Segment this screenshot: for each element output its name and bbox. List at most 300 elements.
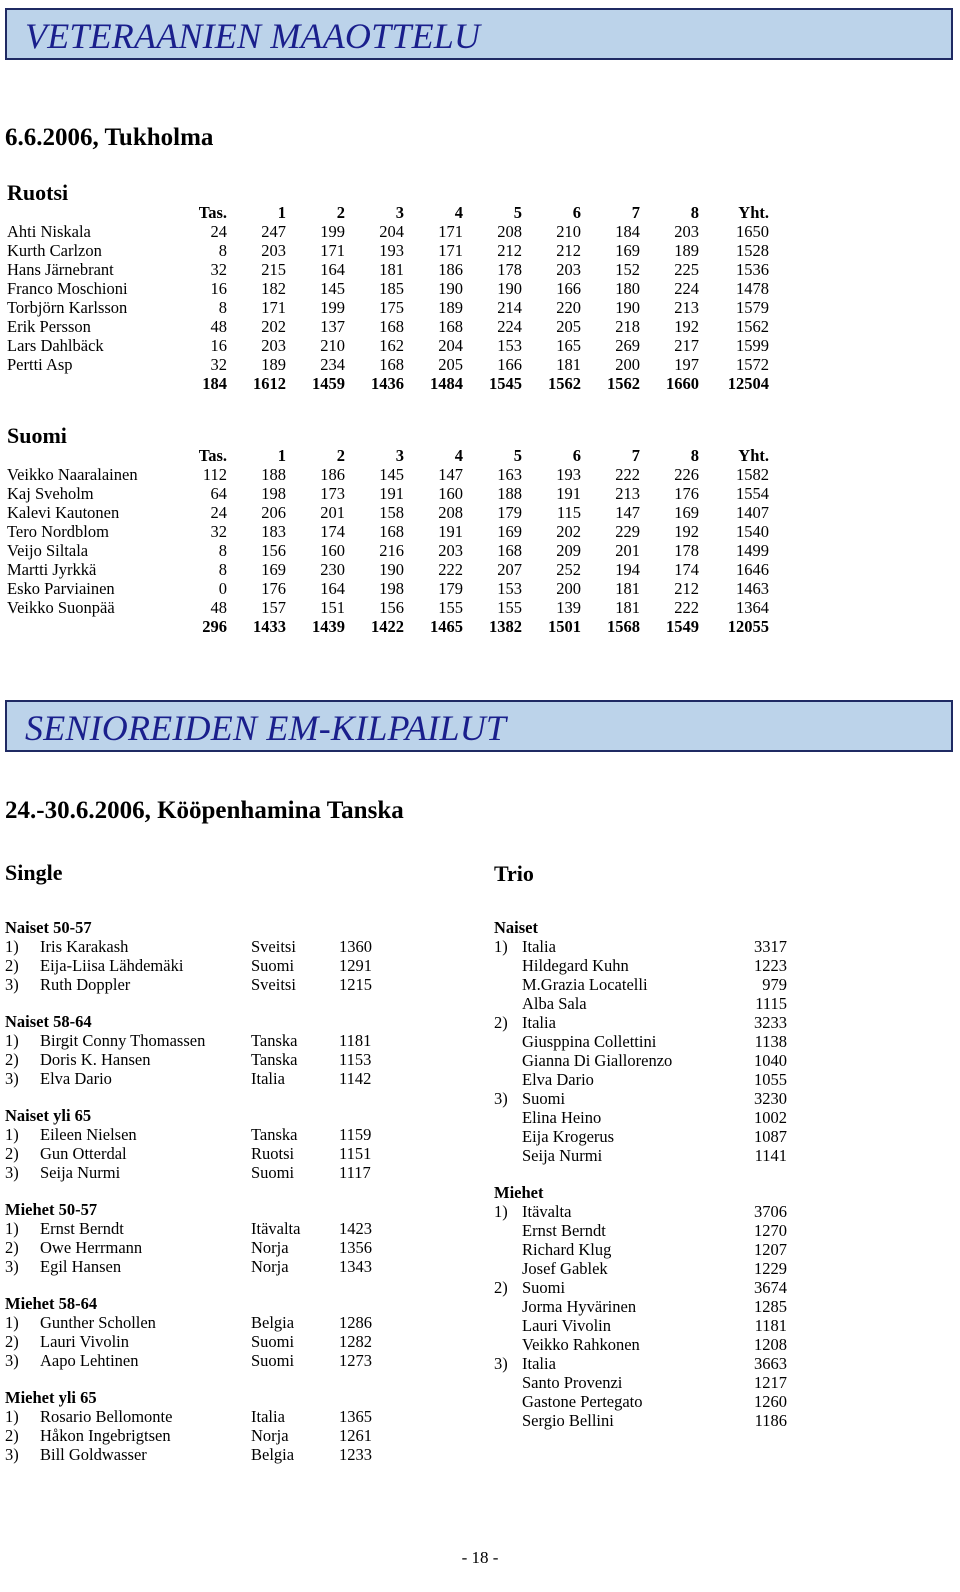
country: Sveitsi bbox=[251, 975, 296, 994]
member-row bbox=[494, 1127, 787, 1146]
score-cell: 162 bbox=[379, 336, 404, 355]
result-row bbox=[5, 1351, 425, 1370]
scores-table-suomi bbox=[7, 446, 769, 636]
score-cell: 184 bbox=[615, 222, 640, 241]
placing: 2) bbox=[5, 956, 19, 975]
player-name: Egil Hansen bbox=[40, 1257, 122, 1276]
score-cell: 217 bbox=[674, 336, 699, 355]
score-cell: 224 bbox=[674, 279, 699, 298]
team-name: Suomi bbox=[522, 1089, 566, 1108]
player-name: Martti Jyrkkä bbox=[7, 560, 97, 579]
placing: 1) bbox=[494, 937, 508, 956]
score-cell: 269 bbox=[615, 336, 640, 355]
total-cell: 1433 bbox=[253, 617, 286, 636]
player-name: Owe Herrmann bbox=[40, 1238, 143, 1257]
placing: 2) bbox=[494, 1278, 508, 1297]
total-cell: 1562 bbox=[548, 374, 581, 393]
player-name: Veikko Rahkonen bbox=[522, 1335, 640, 1354]
event-heading: 6.6.2006, Tukholma bbox=[5, 124, 214, 151]
score: 1270 bbox=[754, 1221, 787, 1240]
player-name: M.Grazia Locatelli bbox=[522, 975, 648, 994]
score-cell: 178 bbox=[674, 541, 699, 560]
name-header-cell bbox=[7, 203, 177, 222]
score-cell: 202 bbox=[261, 317, 286, 336]
player-row bbox=[7, 355, 769, 374]
score-cell: 163 bbox=[497, 465, 522, 484]
header-cell: 4 bbox=[454, 446, 463, 465]
member-row bbox=[494, 1392, 787, 1411]
banner-title: SENIOREIDEN EM-KILPAILUT bbox=[25, 708, 507, 748]
score-cell: 229 bbox=[615, 522, 640, 541]
score-cell: 168 bbox=[379, 522, 404, 541]
country: Tanska bbox=[251, 1050, 298, 1069]
result-row bbox=[5, 1125, 425, 1144]
score-cell: 216 bbox=[379, 541, 404, 560]
placing: 1) bbox=[5, 1407, 19, 1426]
team-title-ruotsi: Ruotsi bbox=[7, 180, 69, 205]
member-row bbox=[494, 1221, 787, 1240]
team-total: 3706 bbox=[754, 1202, 787, 1221]
score-cell: 200 bbox=[615, 355, 640, 374]
score-cell: 171 bbox=[320, 241, 345, 260]
score-cell: 174 bbox=[674, 560, 699, 579]
member-row bbox=[494, 1240, 787, 1259]
total-cell: 1660 bbox=[666, 374, 699, 393]
score-cell: 191 bbox=[438, 522, 463, 541]
team-name: Italia bbox=[522, 1354, 556, 1373]
score-cell: 247 bbox=[261, 222, 286, 241]
score-cell: 1646 bbox=[736, 560, 769, 579]
total-cell: 1465 bbox=[430, 617, 463, 636]
country: Suomi bbox=[251, 1163, 295, 1182]
player-name: Gianna Di Giallorenzo bbox=[522, 1051, 673, 1070]
player-name: Veijo Siltala bbox=[7, 541, 89, 560]
score-cell: 225 bbox=[674, 260, 699, 279]
score-cell: 160 bbox=[438, 484, 463, 503]
spacer bbox=[5, 1276, 425, 1294]
score-cell: 189 bbox=[261, 355, 286, 374]
score-cell: 191 bbox=[379, 484, 404, 503]
category-title: Miehet 58-64 bbox=[5, 1294, 98, 1313]
team-name: Italia bbox=[522, 1013, 556, 1032]
player-name: Kurth Carlzon bbox=[7, 241, 102, 260]
placing: 2) bbox=[5, 1050, 19, 1069]
result-row bbox=[5, 1238, 425, 1257]
placing: 2) bbox=[5, 1332, 19, 1351]
player-name: Lauri Vivolin bbox=[522, 1316, 611, 1335]
score-cell: 190 bbox=[497, 279, 522, 298]
score: 1142 bbox=[339, 1069, 372, 1088]
score: 1273 bbox=[339, 1351, 372, 1370]
player-name: Ahti Niskala bbox=[7, 222, 91, 241]
score-cell: 234 bbox=[320, 355, 345, 374]
score: 1286 bbox=[339, 1313, 372, 1332]
score-cell: 1562 bbox=[736, 317, 769, 336]
placing: 2) bbox=[5, 1238, 19, 1257]
country: Sveitsi bbox=[251, 937, 296, 956]
total-cell: 1501 bbox=[548, 617, 581, 636]
score-cell: 204 bbox=[438, 336, 463, 355]
totals-row bbox=[7, 374, 769, 393]
score-cell: 192 bbox=[674, 317, 699, 336]
header-row bbox=[7, 446, 769, 465]
team-name: Itävalta bbox=[522, 1202, 572, 1221]
score-cell: 208 bbox=[438, 503, 463, 522]
score: 1087 bbox=[754, 1127, 787, 1146]
banner-title: VETERAANIEN MAAOTTELU bbox=[25, 16, 481, 56]
score-cell: 207 bbox=[497, 560, 522, 579]
score-cell: 156 bbox=[261, 541, 286, 560]
score-cell: 16 bbox=[210, 336, 227, 355]
player-name: Elina Heino bbox=[522, 1108, 602, 1127]
player-name: Gun Otterdal bbox=[40, 1144, 127, 1163]
score: 1285 bbox=[754, 1297, 787, 1316]
score-cell: 1499 bbox=[736, 541, 769, 560]
country: Ruotsi bbox=[251, 1144, 295, 1163]
score-cell: 145 bbox=[379, 465, 404, 484]
member-row bbox=[494, 1297, 787, 1316]
team-row bbox=[494, 1013, 787, 1032]
team-name: Italia bbox=[522, 937, 556, 956]
score-cell: 183 bbox=[261, 522, 286, 541]
player-name: Aapo Lehtinen bbox=[40, 1351, 139, 1370]
score-cell: 186 bbox=[320, 465, 345, 484]
score-cell: 230 bbox=[320, 560, 345, 579]
player-name: Veikko Naaralainen bbox=[7, 465, 138, 484]
placing: 1) bbox=[494, 1202, 508, 1221]
score-cell: 158 bbox=[379, 503, 404, 522]
score: 1207 bbox=[754, 1240, 787, 1259]
score: 1115 bbox=[755, 994, 787, 1013]
score-cell: 204 bbox=[379, 222, 404, 241]
player-name: Birgit Conny Thomassen bbox=[40, 1031, 206, 1050]
team-row bbox=[494, 1278, 787, 1297]
score-cell: 203 bbox=[438, 541, 463, 560]
score: 1260 bbox=[754, 1392, 787, 1411]
score-cell: 152 bbox=[615, 260, 640, 279]
score: 1040 bbox=[754, 1051, 787, 1070]
placing: 2) bbox=[5, 1426, 19, 1445]
country: Tanska bbox=[251, 1031, 298, 1050]
score-cell: 166 bbox=[497, 355, 522, 374]
member-row bbox=[494, 1373, 787, 1392]
result-row bbox=[5, 1332, 425, 1351]
score-cell: 173 bbox=[320, 484, 345, 503]
score: 1423 bbox=[339, 1219, 372, 1238]
score-cell: 214 bbox=[497, 298, 522, 317]
score-cell: 24 bbox=[210, 503, 227, 522]
placing: 3) bbox=[494, 1089, 508, 1108]
score: 1208 bbox=[754, 1335, 787, 1354]
score-cell: 171 bbox=[438, 241, 463, 260]
totals-row bbox=[7, 617, 769, 636]
header-row bbox=[7, 203, 769, 222]
score-cell: 179 bbox=[438, 579, 463, 598]
score-cell: 189 bbox=[674, 241, 699, 260]
score-cell: 199 bbox=[320, 298, 345, 317]
total-cell: 1562 bbox=[607, 374, 640, 393]
header-cell: Yht. bbox=[738, 203, 769, 222]
score-cell: 164 bbox=[320, 260, 345, 279]
player-name: Iris Karakash bbox=[40, 937, 129, 956]
score: 1181 bbox=[339, 1031, 372, 1050]
header-cell: Yht. bbox=[738, 446, 769, 465]
score-cell: 215 bbox=[261, 260, 286, 279]
total-cell: 12055 bbox=[727, 617, 769, 636]
player-row bbox=[7, 484, 769, 503]
result-row bbox=[5, 1219, 425, 1238]
team-row bbox=[494, 1202, 787, 1221]
score: 1360 bbox=[339, 937, 372, 956]
score-cell: 205 bbox=[556, 317, 581, 336]
player-name: Hans Järnebrant bbox=[7, 260, 114, 279]
score-cell: 220 bbox=[556, 298, 581, 317]
result-row bbox=[5, 1407, 425, 1426]
spacer bbox=[494, 1165, 787, 1183]
header-cell: 2 bbox=[336, 446, 345, 465]
team-row bbox=[494, 1089, 787, 1108]
total-cell: 1545 bbox=[489, 374, 522, 393]
country: Norja bbox=[251, 1257, 289, 1276]
score-cell: 198 bbox=[261, 484, 286, 503]
score: 1141 bbox=[754, 1146, 787, 1165]
score-cell: 1528 bbox=[736, 241, 769, 260]
placing: 3) bbox=[5, 975, 19, 994]
score-cell: 188 bbox=[497, 484, 522, 503]
header-cell: 8 bbox=[690, 446, 699, 465]
score-cell: 32 bbox=[210, 522, 227, 541]
player-name: Erik Persson bbox=[7, 317, 91, 336]
result-row bbox=[5, 1069, 425, 1088]
event-heading: 24.-30.6.2006, Kööpenhamina Tanska bbox=[5, 797, 404, 824]
score-cell: 252 bbox=[556, 560, 581, 579]
header-cell: 1 bbox=[277, 446, 286, 465]
total-cell: 1549 bbox=[666, 617, 699, 636]
result-row bbox=[5, 1313, 425, 1332]
score-cell: 169 bbox=[674, 503, 699, 522]
score-cell: 192 bbox=[674, 522, 699, 541]
result-row bbox=[5, 1257, 425, 1276]
category-title: Naiset 58-64 bbox=[5, 1012, 92, 1031]
player-row bbox=[7, 298, 769, 317]
score-cell: 155 bbox=[497, 598, 522, 617]
category-title: Naiset yli 65 bbox=[5, 1106, 92, 1125]
header-cell: 3 bbox=[395, 203, 404, 222]
score-cell: 168 bbox=[497, 541, 522, 560]
placing: 3) bbox=[5, 1445, 19, 1464]
score-cell: 1572 bbox=[736, 355, 769, 374]
score-cell: 212 bbox=[497, 241, 522, 260]
player-name: Håkon Ingebrigtsen bbox=[40, 1426, 171, 1445]
player-name: Gunther Schollen bbox=[40, 1313, 156, 1332]
score: 979 bbox=[762, 975, 787, 994]
header-cell: 7 bbox=[631, 203, 640, 222]
score-cell: 1554 bbox=[736, 484, 769, 503]
player-row bbox=[7, 336, 769, 355]
player-name: Elva Dario bbox=[40, 1069, 112, 1088]
score: 1055 bbox=[754, 1070, 787, 1089]
placing: 3) bbox=[5, 1163, 19, 1182]
header-cell: Tas. bbox=[198, 446, 227, 465]
total-cell: 1612 bbox=[253, 374, 286, 393]
score-cell: 1599 bbox=[736, 336, 769, 355]
score-cell: 24 bbox=[210, 222, 227, 241]
score-cell: 48 bbox=[210, 317, 227, 336]
score-cell: 178 bbox=[497, 260, 522, 279]
category-title: Miehet bbox=[494, 1183, 544, 1202]
placing: 3) bbox=[5, 1257, 19, 1276]
category-title: Naiset 50-57 bbox=[5, 918, 92, 937]
name-header-cell bbox=[7, 446, 177, 465]
player-name: Eija-Liisa Lähdemäki bbox=[40, 956, 184, 975]
score-cell: 203 bbox=[674, 222, 699, 241]
player-row bbox=[7, 279, 769, 298]
score-cell: 1540 bbox=[736, 522, 769, 541]
score-cell: 160 bbox=[320, 541, 345, 560]
score-cell: 193 bbox=[556, 465, 581, 484]
score-cell: 147 bbox=[438, 465, 463, 484]
page-number: - 18 - bbox=[461, 1548, 499, 1567]
player-name: Kaj Sveholm bbox=[7, 484, 94, 503]
player-row bbox=[7, 222, 769, 241]
score-cell: 156 bbox=[379, 598, 404, 617]
score-cell: 198 bbox=[379, 579, 404, 598]
score-cell: 1536 bbox=[736, 260, 769, 279]
score: 1365 bbox=[339, 1407, 372, 1426]
player-name: Veikko Suonpää bbox=[7, 598, 115, 617]
team-title-suomi: Suomi bbox=[7, 423, 67, 448]
score-cell: 64 bbox=[210, 484, 227, 503]
score-cell: 194 bbox=[615, 560, 640, 579]
single-title: Single bbox=[5, 860, 63, 885]
member-row bbox=[494, 1259, 787, 1278]
title-banner bbox=[5, 700, 953, 752]
member-row bbox=[494, 956, 787, 975]
player-name: Lauri Vivolin bbox=[40, 1332, 129, 1351]
score-cell: 1463 bbox=[736, 579, 769, 598]
score-cell: 190 bbox=[379, 560, 404, 579]
score-cell: 8 bbox=[218, 560, 227, 579]
total-cell: 1422 bbox=[371, 617, 404, 636]
placing: 1) bbox=[5, 1313, 19, 1332]
player-row bbox=[7, 465, 769, 484]
player-row bbox=[7, 541, 769, 560]
player-name: Sergio Bellini bbox=[522, 1411, 614, 1430]
player-row bbox=[7, 598, 769, 617]
score-cell: 0 bbox=[218, 579, 227, 598]
player-row bbox=[7, 260, 769, 279]
player-name: Gastone Pertegato bbox=[522, 1392, 643, 1411]
score-cell: 191 bbox=[556, 484, 581, 503]
single-results bbox=[5, 918, 425, 1464]
score-cell: 213 bbox=[615, 484, 640, 503]
score: 1153 bbox=[339, 1050, 372, 1069]
team-total: 3663 bbox=[754, 1354, 787, 1373]
score-cell: 212 bbox=[674, 579, 699, 598]
score-cell: 224 bbox=[497, 317, 522, 336]
player-name: Seija Nurmi bbox=[522, 1146, 603, 1165]
score-cell: 190 bbox=[615, 298, 640, 317]
placing: 3) bbox=[494, 1354, 508, 1373]
score-cell: 197 bbox=[674, 355, 699, 374]
score-cell: 189 bbox=[438, 298, 463, 317]
header-cell: 6 bbox=[572, 446, 581, 465]
player-name: Pertti Asp bbox=[7, 355, 73, 374]
score-cell: 1579 bbox=[736, 298, 769, 317]
placing: 1) bbox=[5, 1031, 19, 1050]
score-cell: 181 bbox=[556, 355, 581, 374]
player-name: Kalevi Kautonen bbox=[7, 503, 120, 522]
placing: 2) bbox=[5, 1144, 19, 1163]
result-row bbox=[5, 1426, 425, 1445]
placing: 1) bbox=[5, 1125, 19, 1144]
score: 1291 bbox=[339, 956, 372, 975]
score-cell: 115 bbox=[556, 503, 581, 522]
member-row bbox=[494, 1335, 787, 1354]
score: 1343 bbox=[339, 1257, 372, 1276]
score-cell: 201 bbox=[320, 503, 345, 522]
country: Belgia bbox=[251, 1445, 295, 1464]
score-cell: 206 bbox=[261, 503, 286, 522]
player-row bbox=[7, 560, 769, 579]
spacer bbox=[5, 1182, 425, 1200]
category-title: Miehet 50-57 bbox=[5, 1200, 98, 1219]
header-cell: 6 bbox=[572, 203, 581, 222]
score-cell: 208 bbox=[497, 222, 522, 241]
score-cell: 181 bbox=[615, 579, 640, 598]
player-name: Lars Dahlbäck bbox=[7, 336, 104, 355]
total-cell: 1459 bbox=[312, 374, 345, 393]
team-total: 3317 bbox=[754, 937, 787, 956]
player-name: Richard Klug bbox=[522, 1240, 612, 1259]
score-cell: 203 bbox=[261, 336, 286, 355]
score-cell: 32 bbox=[210, 355, 227, 374]
score-cell: 153 bbox=[497, 336, 522, 355]
country: Suomi bbox=[251, 1332, 295, 1351]
total-cell: 12504 bbox=[727, 374, 769, 393]
total-cell: 1484 bbox=[430, 374, 463, 393]
score-cell: 145 bbox=[320, 279, 345, 298]
score-cell: 1364 bbox=[736, 598, 769, 617]
score-cell: 8 bbox=[218, 541, 227, 560]
country: Suomi bbox=[251, 1351, 295, 1370]
player-row bbox=[7, 579, 769, 598]
player-name: Eileen Nielsen bbox=[40, 1125, 137, 1144]
member-row bbox=[494, 975, 787, 994]
player-name: Giusppina Collettini bbox=[522, 1032, 657, 1051]
score-cell: 181 bbox=[615, 598, 640, 617]
title-banner bbox=[5, 8, 953, 60]
header-cell: 2 bbox=[336, 203, 345, 222]
score-cell: 169 bbox=[615, 241, 640, 260]
score-cell: 175 bbox=[379, 298, 404, 317]
score-cell: 151 bbox=[320, 598, 345, 617]
score: 1223 bbox=[754, 956, 787, 975]
player-name: Eija Krogerus bbox=[522, 1127, 615, 1146]
member-row bbox=[494, 1411, 787, 1430]
player-name: Elva Dario bbox=[522, 1070, 594, 1089]
member-row bbox=[494, 1032, 787, 1051]
player-name: Rosario Bellomonte bbox=[40, 1407, 173, 1426]
score-cell: 174 bbox=[320, 522, 345, 541]
country: Itävalta bbox=[251, 1219, 301, 1238]
score-cell: 176 bbox=[674, 484, 699, 503]
player-name: Tero Nordblom bbox=[7, 522, 109, 541]
score: 1356 bbox=[339, 1238, 372, 1257]
score-cell: 213 bbox=[674, 298, 699, 317]
score-cell: 165 bbox=[556, 336, 581, 355]
score-cell: 166 bbox=[556, 279, 581, 298]
